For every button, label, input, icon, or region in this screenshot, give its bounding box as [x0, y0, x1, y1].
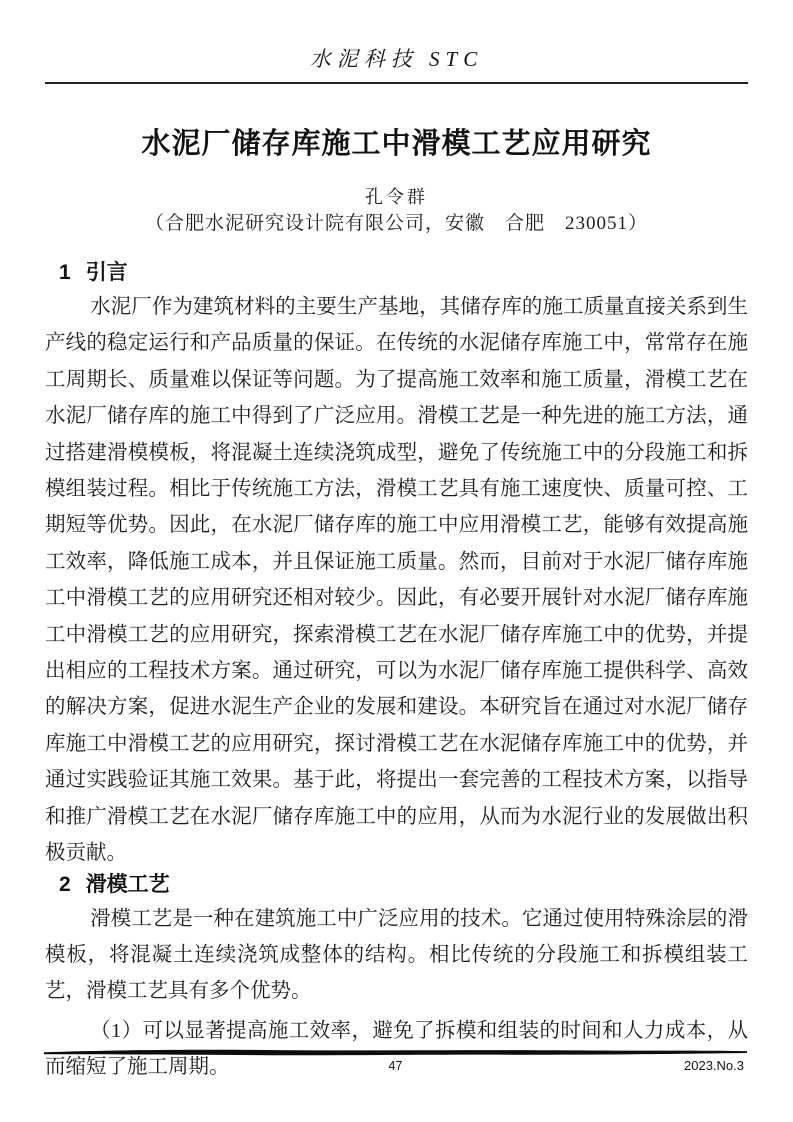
- running-head: [45, 46, 748, 84]
- article-author: 孔令群: [365, 187, 428, 207]
- page-content: [0, 46, 793, 1086]
- section-title: 滑模工艺: [85, 872, 170, 896]
- section-heading-slipform: [45, 872, 748, 898]
- issue-label: 2023.No.3: [684, 1058, 744, 1073]
- paragraph-slipform-advantage-1: （1）可以显著提高施工效率，避免了拆模和组装的时间和人力成本，从而缩短了施工周期。: [45, 1019, 748, 1079]
- section-title: 引言: [85, 261, 128, 284]
- paragraph-slipform-overview: 滑模工艺是一种在建筑施工中广泛应用的技术。它通过使用特殊涂层的滑模板，将混凝土连续浇筑成整体的结构。相比传统的分段施工和拆模组装工艺，滑模工艺具有多个优势。: [45, 907, 748, 1003]
- journal-masthead: 水泥科技 STC: [309, 47, 484, 71]
- article-affiliation: （合肥水泥研究设计院有限公司，安徽 合肥 230051）: [144, 213, 648, 234]
- footer-text-row: [44, 1058, 747, 1076]
- article-body: [45, 124, 748, 1086]
- footer-rule-bar: [44, 1048, 747, 1057]
- page-number: 47: [388, 1059, 403, 1073]
- paragraph-introduction: 水泥厂作为建筑材料的主要生产基地，其储存库的施工质量直接关系到生产线的稳定运行和产品质量的保证。在传统的水泥储存库施工中，常常存在施工周期长、质量难以保证等问题。为了提高施工效率和施工质量，滑模工艺在水泥厂储存库的施工中得到了广泛应用。滑模工艺是一种先进的施工方法，通过搭建滑模模板，将混凝土连续浇筑成型，避免了传统施工中的分段施工和拆模组装过程。相比于传统施工方法，滑模工艺具有施工速度快、质量可控、工期短等优势。因此，在水泥厂储存库的施工中应用滑模工艺，能够有效提高施工效率，降低施工成本，并且保证施工质量。然而，目前对于水泥厂储存库施工中滑模工艺的应用研究还相对较少。因此，有必要开展针对水泥厂储存库施工中滑模工艺的应用研究，探索滑模工艺在水泥厂储存库施工中的优势，并提出相应的工程技术方案。通过研究，可以为水泥厂储存库施工提供科学、高效的解决方案，促进水泥生产企业的发展和建设。本研究旨在通过对水泥厂储存库施工中滑模工艺的应用研究，探讨滑模工艺在水泥储存库施工中的优势，并通过实践验证其施工效果。基于此，将提出一套完善的工程技术方案，以指导和推广滑模工艺在水泥厂储存库施工中的应用，从而为水泥行业的发展做出积极贡献。: [45, 296, 748, 865]
- section-heading-introduction: [45, 260, 748, 286]
- section-number: 2: [59, 872, 71, 896]
- section-number: 1: [59, 261, 71, 284]
- page-footer: [44, 1048, 747, 1076]
- header-rule: [45, 82, 748, 84]
- article-title: 水泥厂储存库施工中滑模工艺应用研究: [141, 128, 652, 160]
